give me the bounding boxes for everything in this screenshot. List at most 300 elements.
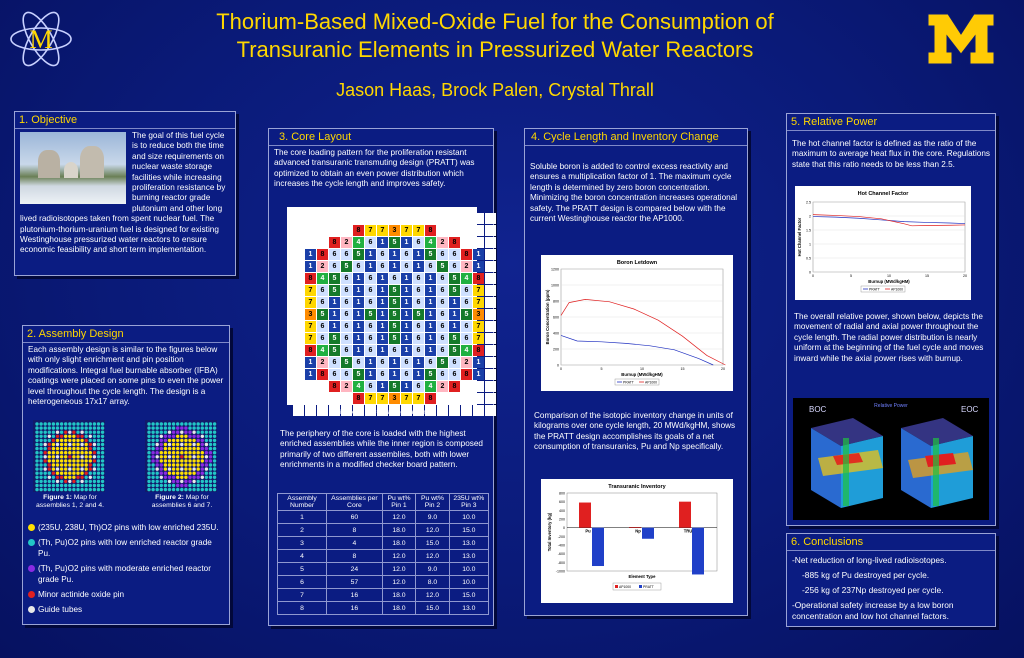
fuel-pin [160,431,163,434]
fuel-pin [35,451,38,454]
fuel-pin [156,431,159,434]
fuel-pin [39,422,42,425]
core-cell-type-7: 7 [305,321,316,332]
fuel-pin [44,480,47,483]
fuel-pin [76,443,79,446]
core-cell-type-6: 6 [329,261,340,272]
fuel-pin [160,476,163,479]
x-axis-label: Burnup (MWd/kgHM) [868,279,910,284]
fuel-pin [151,439,154,442]
fuel-pin [184,463,187,466]
fuel-pin [52,472,55,475]
core-cell-type-1: 1 [425,321,436,332]
section-heading: 1. Objective [15,112,235,129]
fuel-pin [147,422,150,425]
fuel-pin [101,435,104,438]
fuel-pin [180,472,183,475]
core-cell-type-6: 6 [341,321,352,332]
fuel-pin [201,443,204,446]
fuel-pin [64,426,67,429]
fuel-pin [68,476,71,479]
svg-text:EOC: EOC [961,405,979,414]
core-empty-cell [461,237,472,248]
fuel-pin [164,484,167,487]
fuel-pin [205,488,208,491]
fuel-pin [44,451,47,454]
fuel-pin [52,439,55,442]
fuel-pin [209,476,212,479]
table-cell: 12.0 [382,563,415,576]
core-cell-type-7: 7 [473,321,484,332]
fuel-pin [213,467,216,470]
core-cell-type-1: 1 [353,285,364,296]
core-cell-type-6: 6 [449,249,460,260]
table-cell: 60 [327,511,383,524]
core-empty-cell [485,297,496,308]
core-cell-type-5: 5 [365,309,376,320]
fuel-pin [172,480,175,483]
fuel-pin [180,455,183,458]
fuel-pin [72,484,75,487]
fuel-pin [192,447,195,450]
fuel-pin [76,431,79,434]
fuel-pin [60,422,63,425]
core-cell-type-1: 1 [401,285,412,296]
fuel-pin [205,484,208,487]
fuel-pin [56,443,59,446]
fuel-pin [205,455,208,458]
y-axis-label: Boron Concentration (ppm) [545,289,550,345]
fuel-pin [180,422,183,425]
fuel-pin [213,476,216,479]
fuel-pin [64,431,67,434]
core-cell-type-8: 8 [317,249,328,260]
section-heading: 3. Core Layout [269,129,493,146]
core-cell-type-1: 1 [413,369,424,380]
core-cell-type-6: 6 [341,309,352,320]
fuel-pin [48,451,51,454]
fuel-pin [147,467,150,470]
core-empty-cell [293,321,304,332]
y-tick-label: 1000 [551,283,559,288]
fuel-pin [192,467,195,470]
legend-item: (235U, 238U, Th)O2 pins with low enriched 235U. [23,522,229,533]
table-cell: 13.0 [449,602,488,615]
core-cell-type-1: 1 [377,321,388,332]
core-empty-cell [449,393,460,404]
fuel-pin [172,463,175,466]
fuel-pin [188,459,191,462]
fuel-pin [89,480,92,483]
fuel-pin [89,472,92,475]
fuel-pin [160,443,163,446]
fuel-pin [44,459,47,462]
fuel-pin [201,451,204,454]
fuel-pin [205,480,208,483]
core-cell-type-6: 6 [425,261,436,272]
fuel-pin [39,447,42,450]
core-cell-type-6: 6 [437,249,448,260]
fuel-pin [147,426,150,429]
fuel-pin [168,431,171,434]
fuel-pin [160,480,163,483]
table-cell: 15.0 [416,602,449,615]
fuel-pin [213,472,216,475]
fuel-pin [184,431,187,434]
fuel-pin [168,488,171,491]
core-cell-type-1: 1 [389,369,400,380]
fuel-pin [60,439,63,442]
fuel-pin [44,472,47,475]
core-empty-cell [473,225,484,236]
fuel-pin [176,447,179,450]
fuel-pin [97,472,100,475]
category-label: TRU [683,528,693,534]
fuel-pin [101,484,104,487]
fuel-pin [85,455,88,458]
fuel-pin [205,463,208,466]
fuel-pin [64,451,67,454]
core-cell-type-1: 1 [413,249,424,260]
fuel-pin [60,426,63,429]
core-cell-type-1: 1 [377,381,388,392]
fuel-pin [101,455,104,458]
table-row [278,537,489,550]
fuel-pin [180,439,183,442]
fuel-pin [48,484,51,487]
core-cell-type-6: 6 [437,285,448,296]
fuel-pin [56,480,59,483]
fuel-pin [89,488,92,491]
fuel-pin [72,467,75,470]
fuel-pin [188,422,191,425]
table-cell: 1 [278,511,327,524]
fuel-pin [205,443,208,446]
fuel-pin [72,488,75,491]
fuel-pin [156,484,159,487]
core-cell-type-1: 1 [305,357,316,368]
cooling-tower [38,150,60,178]
fuel-pin [188,463,191,466]
core-cell-type-1: 1 [377,237,388,248]
core-cell-type-2: 2 [437,237,448,248]
fuel-pin [97,447,100,450]
fuel-pin [80,439,83,442]
fuel-pin [80,431,83,434]
core-empty-cell [449,213,460,224]
svg-text:BOC: BOC [809,405,827,414]
fuel-pin [213,435,216,438]
fuel-pin [209,488,212,491]
fuel-pin [48,463,51,466]
fuel-pin [151,472,154,475]
fuel-pin [213,443,216,446]
fuel-pin [64,455,67,458]
fuel-pin [147,443,150,446]
fuel-pin [80,455,83,458]
fuel-pin [64,488,67,491]
fuel-pin [56,488,59,491]
core-empty-cell [293,261,304,272]
white-dot-icon [28,606,35,613]
core-cell-type-6: 6 [365,297,376,308]
core-empty-cell [305,381,316,392]
table-cell: 7 [278,589,327,602]
core-cell-type-3: 3 [473,309,484,320]
fuel-pin [168,439,171,442]
core-cell-type-5: 5 [389,381,400,392]
fuel-pin [147,472,150,475]
fuel-pin [197,467,200,470]
eoc-power-plot [901,418,973,508]
fuel-pin [147,451,150,454]
fuel-pin [205,451,208,454]
fuel-pin [52,431,55,434]
core-cell-type-7: 7 [401,225,412,236]
core-cell-type-1: 1 [353,345,364,356]
core-empty-cell [305,393,316,404]
fuel-pin [85,463,88,466]
core-cell-type-4: 4 [353,381,364,392]
fuel-pin [89,422,92,425]
fuel-pin [39,426,42,429]
core-cell-type-6: 6 [341,285,352,296]
core-cell-type-3: 3 [389,393,400,404]
core-cell-type-6: 6 [389,345,400,356]
core-cell-type-7: 7 [473,333,484,344]
core-cell-type-6: 6 [461,333,472,344]
fuel-pin [64,484,67,487]
core-layout-text: The core loading pattern for the proliferation resistant advanced transuranic transmuting design (PRATT) was optimized to obtain an even power distribution which increases the cycle length and improves safety. [274,148,475,189]
fuel-pin [151,488,154,491]
fuel-pin [97,455,100,458]
core-cell-type-2: 2 [461,357,472,368]
fuel-pin [188,480,191,483]
core-cell-type-6: 6 [329,249,340,260]
core-cell-type-1: 1 [389,357,400,368]
fuel-pin [85,435,88,438]
fuel-pin [76,463,79,466]
fuel-pin [48,472,51,475]
fuel-pin [168,443,171,446]
core-cell-type-1: 1 [365,249,376,260]
legend-item: Guide tubes [23,604,229,615]
fuel-pin [192,439,195,442]
section-assembly-design [22,325,230,625]
legend-label: AP1000 [645,380,658,385]
fuel-pin [160,484,163,487]
power-plant-photo [20,132,126,204]
core-cell-type-5: 5 [329,333,340,344]
core-empty-cell [473,237,484,248]
fuel-pin [101,443,104,446]
core-cell-type-4: 4 [461,345,472,356]
fuel-pin [39,484,42,487]
fuel-pin [147,484,150,487]
core-cell-type-6: 6 [341,297,352,308]
fuel-pin [56,472,59,475]
fuel-pin [197,431,200,434]
fuel-pin [188,426,191,429]
core-empty-cell [389,213,400,224]
fuel-pin [97,435,100,438]
table-cell: 18.0 [382,589,415,602]
core-empty-cell [305,237,316,248]
core-empty-cell [437,213,448,224]
y-tick-label: 0 [809,270,811,275]
fuel-pin [192,426,195,429]
fuel-pin [164,435,167,438]
fuel-pin [192,480,195,483]
fuel-pin [192,431,195,434]
fuel-pin [68,439,71,442]
core-cell-type-8: 8 [425,393,436,404]
x-tick-label: 0 [560,367,562,371]
table-cell: 13.0 [449,550,488,563]
core-cell-type-6: 6 [377,357,388,368]
core-empty-cell [293,369,304,380]
fuel-pin [156,480,159,483]
core-cell-type-6: 6 [437,321,448,332]
fuel-pin [68,443,71,446]
cycle-text: Soluble boron is added to control excess reactivity and ensures a multiplication factor of 1. The maximum cycle length is determined by zero boron concentration. Minimizing the boron concentration increases operational safety. The PRATT design is compared below with the current Westinghouse reactor the AP1000. [530,162,738,224]
fuel-pin [68,435,71,438]
table-cell: 15.0 [449,589,488,602]
y-tick-label: 2.5 [806,200,811,205]
core-cell-type-1: 1 [401,309,412,320]
core-cell-type-5: 5 [425,249,436,260]
y-tick-label: -200 [557,534,565,539]
fuel-pin [56,422,59,425]
core-empty-cell [485,381,496,392]
fuel-pin [156,435,159,438]
fuel-pin [97,439,100,442]
section-cycle-length [524,128,748,616]
fuel-pin [85,484,88,487]
core-empty-cell [293,393,304,404]
fuel-pin [192,455,195,458]
fuel-pin [197,439,200,442]
fuel-pin [97,463,100,466]
fuel-pin [156,488,159,491]
fuel-pin [64,422,67,425]
objective-body [15,129,235,258]
fuel-pin [48,455,51,458]
fuel-pin [180,488,183,491]
legend-item: (Th, Pu)O2 pins with moderate enriched reactor grade Pu. [23,563,229,585]
fuel-pin [97,443,100,446]
core-cell-type-4: 4 [461,273,472,284]
fuel-pin [205,435,208,438]
y-tick-label: 0 [557,363,559,368]
fuel-pin [44,447,47,450]
core-empty-cell [329,393,340,404]
core-cell-type-5: 5 [389,285,400,296]
fuel-pin [89,451,92,454]
fuel-pin [156,472,159,475]
table-cell: 9.0 [416,511,449,524]
table-row [278,511,489,524]
core-cell-type-5: 5 [329,273,340,284]
fuel-pin [97,451,100,454]
table-cell: 8 [327,550,383,563]
fuel-pin [35,443,38,446]
fuel-pin [39,431,42,434]
fuel-pin [93,459,96,462]
core-cell-type-1: 1 [413,261,424,272]
bar-pratt-tru [692,528,704,575]
fuel-pin [205,431,208,434]
fuel-pin [64,439,67,442]
section-conclusions [786,533,996,627]
x-tick-label: 10 [640,367,644,371]
fuel-pin [164,439,167,442]
fuel-pin [209,455,212,458]
fuel-pin [93,484,96,487]
fuel-pin [101,439,104,442]
fuel-pin [39,472,42,475]
fuel-pin [201,422,204,425]
core-cell-type-7: 7 [413,225,424,236]
y-tick-label: 1200 [551,267,559,272]
fuel-pin [68,451,71,454]
core-cell-type-1: 1 [389,261,400,272]
column-header: 235U wt% Pin 3 [449,494,488,511]
fuel-pin [48,488,51,491]
column-header: Assemblies per Core [327,494,383,511]
fuel-pin [213,455,216,458]
section-heading: 4. Cycle Length and Inventory Change [525,129,747,146]
fuel-pin [168,467,171,470]
core-empty-cell [461,381,472,392]
core-cell-type-6: 6 [449,369,460,380]
core-cell-type-6: 6 [377,261,388,272]
core-empty-cell [461,213,472,224]
core-empty-cell [293,333,304,344]
core-cell-type-6: 6 [365,345,376,356]
fuel-pin [156,463,159,466]
fuel-pin [44,476,47,479]
fuel-pin [160,459,163,462]
fuel-pin [93,435,96,438]
fuel-pin [56,426,59,429]
core-cell-type-1: 1 [401,333,412,344]
fuel-pin [168,472,171,475]
fuel-pin [85,439,88,442]
fuel-pin [168,435,171,438]
core-empty-cell [377,213,388,224]
core-cell-type-2: 2 [317,261,328,272]
fuel-pin [44,443,47,446]
fuel-pin [80,426,83,429]
fuel-pin [168,476,171,479]
fuel-pin [101,459,104,462]
fuel-pin [209,451,212,454]
fuel-pin [97,476,100,479]
fuel-pin [35,431,38,434]
fuel-pin [72,426,75,429]
y-tick-label: 1.5 [806,228,811,233]
fuel-pin [172,472,175,475]
reactor-dome [64,162,78,178]
core-cell-type-7: 7 [365,225,376,236]
fuel-pin [76,455,79,458]
fuel-pin [164,426,167,429]
fuel-pin [44,426,47,429]
fuel-pin [201,435,204,438]
fuel-pin [151,455,154,458]
core-empty-cell [293,213,304,224]
